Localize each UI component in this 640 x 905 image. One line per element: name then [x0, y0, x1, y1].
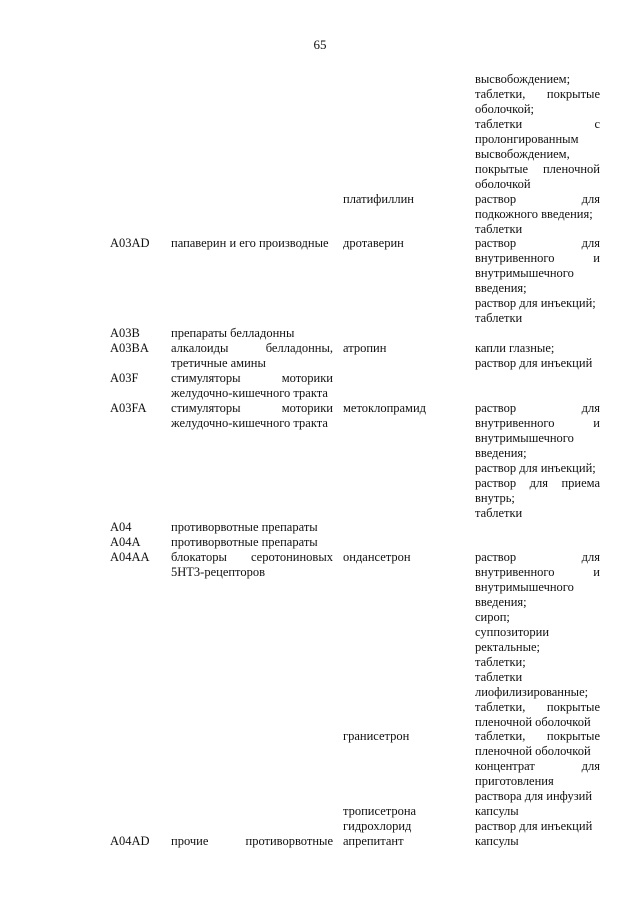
form-word: для — [581, 236, 600, 250]
group-word: серотониновых — [250, 550, 333, 564]
drug-name: апрепитант — [343, 834, 404, 848]
group-name — [171, 371, 333, 386]
dosage-form-line — [475, 401, 600, 416]
group-word: прочие — [171, 834, 209, 848]
drug-name: метоклопрамид — [343, 401, 427, 415]
atc-code: A03FA — [110, 401, 147, 415]
dosage-form-line: введения; — [475, 281, 527, 295]
dosage-form-line: внутримышечного — [475, 266, 574, 280]
dosage-form-line: таблетки; — [475, 655, 526, 669]
group-name: папаверин и его производные — [171, 236, 329, 250]
dosage-form-line — [475, 565, 600, 580]
dosage-form-line: пленочной оболочкой — [475, 744, 591, 758]
dosage-form-line: лиофилизированные; — [475, 685, 589, 699]
group-word: алкалоиды — [171, 341, 229, 355]
dosage-form-line: высвобождением; — [475, 72, 571, 86]
group-name: желудочно-кишечного тракта — [171, 386, 328, 400]
group-word: моторики — [281, 371, 333, 385]
group-word: блокаторы — [171, 550, 227, 564]
group-name — [171, 550, 333, 565]
group-name — [171, 401, 333, 416]
dosage-form-line — [475, 729, 600, 744]
atc-code: A03BA — [110, 341, 149, 355]
dosage-form-line — [475, 236, 600, 251]
dosage-form-line: таблетки — [475, 670, 523, 684]
form-word: таблетки — [475, 117, 523, 131]
form-word: для — [581, 550, 600, 564]
atc-code: A04AA — [110, 550, 150, 564]
dosage-form-line — [475, 162, 600, 177]
group-word: противорвотные — [245, 834, 333, 848]
drug-name: гранисетрон — [343, 729, 410, 743]
form-word: для — [581, 192, 600, 206]
form-word: таблетки, — [475, 700, 526, 714]
dosage-form-line: ректальные; — [475, 640, 541, 654]
group-name: третичные амины — [171, 356, 266, 370]
dosage-form-line — [475, 192, 600, 207]
form-word: внутривенного — [475, 565, 555, 579]
dosage-form-line: раствор для инъекций — [475, 356, 593, 370]
form-word: и — [593, 251, 600, 265]
page-number: 65 — [313, 37, 327, 52]
group-name — [171, 834, 333, 849]
dosage-form-line: таблетки — [475, 311, 523, 325]
dosage-form-line — [475, 251, 600, 266]
group-name — [171, 341, 333, 356]
form-word: покрытые — [475, 162, 529, 176]
atc-code: A04A — [110, 535, 141, 549]
group-word: моторики — [281, 401, 333, 415]
form-word: и — [593, 565, 600, 579]
dosage-form-line — [475, 87, 600, 102]
dosage-form-line: введения; — [475, 595, 527, 609]
drug-name: атропин — [343, 341, 387, 355]
atc-code: A03F — [110, 371, 139, 385]
dosage-form-line: капсулы — [475, 804, 519, 818]
dosage-form-line: суппозитории — [475, 625, 550, 639]
dosage-form-line — [475, 416, 600, 431]
group-word: стимуляторы — [171, 371, 241, 385]
form-word: покрытые — [546, 729, 600, 743]
group-name: желудочно-кишечного тракта — [171, 416, 328, 430]
form-word: таблетки, — [475, 729, 526, 743]
dosage-form-line: таблетки — [475, 506, 523, 520]
form-word: раствор — [475, 550, 517, 564]
group-word: стимуляторы — [171, 401, 241, 415]
dosage-form-line: внутрь; — [475, 491, 515, 505]
dosage-form-line: раствор для инъекций — [475, 819, 593, 833]
form-word: для — [581, 759, 600, 773]
form-word: с — [594, 117, 600, 131]
dosage-form-line: внутримышечного — [475, 431, 574, 445]
form-word: раствор — [475, 476, 517, 490]
atc-code: A03B — [110, 326, 140, 340]
dosage-form-line: приготовления — [475, 774, 554, 788]
dosage-form-line: пленочной оболочкой — [475, 715, 591, 729]
dosage-form-line — [475, 117, 600, 132]
dosage-form-line: оболочкой — [475, 177, 531, 191]
form-word: для — [529, 476, 548, 490]
dosage-form-line: сироп; — [475, 610, 510, 624]
form-word: раствор — [475, 401, 517, 415]
form-word: покрытые — [546, 87, 600, 101]
dosage-form-line: подкожного введения; — [475, 207, 593, 221]
dosage-form-line: капсулы — [475, 834, 519, 848]
group-name: 5HT3-рецепторов — [171, 565, 266, 579]
form-word: внутривенного — [475, 416, 555, 430]
form-word: концентрат — [475, 759, 535, 773]
group-name: противорвотные препараты — [171, 520, 318, 534]
dosage-form-line: введения; — [475, 446, 527, 460]
dosage-form-line — [475, 550, 600, 565]
dosage-form-line: пролонгированным — [475, 132, 579, 146]
dosage-form-line: раствор для инъекций; — [475, 461, 596, 475]
dosage-form-line — [475, 476, 600, 491]
form-word: таблетки, — [475, 87, 526, 101]
atc-code: A04 — [110, 520, 132, 534]
form-word: покрытые — [546, 700, 600, 714]
dosage-form-line: оболочкой; — [475, 102, 534, 116]
dosage-form-line: раствор для инъекций; — [475, 296, 596, 310]
drug-name: ондансетрон — [343, 550, 411, 564]
drug-name: дротаверин — [343, 236, 404, 250]
form-word: и — [593, 416, 600, 430]
dosage-form-line: внутримышечного — [475, 580, 574, 594]
atc-code: A03AD — [110, 236, 150, 250]
drug-name: платифиллин — [343, 192, 414, 206]
drug-name: трописетрона — [343, 804, 417, 818]
atc-code: A04AD — [110, 834, 150, 848]
form-word: раствор — [475, 236, 517, 250]
form-word: для — [581, 401, 600, 415]
form-word: раствор — [475, 192, 517, 206]
drug-name: гидрохлорид — [343, 819, 412, 833]
form-word: приема — [561, 476, 600, 490]
dosage-form-line: капли глазные; — [475, 341, 555, 355]
dosage-form-line: раствора для инфузий — [475, 789, 593, 803]
dosage-form-line: таблетки — [475, 222, 523, 236]
dosage-form-line — [475, 759, 600, 774]
group-name: препараты белладонны — [171, 326, 295, 340]
group-name: противорвотные препараты — [171, 535, 318, 549]
dosage-form-line — [475, 700, 600, 715]
form-word: внутривенного — [475, 251, 555, 265]
form-word: пленочной — [542, 162, 600, 176]
group-word: белладонны, — [265, 341, 333, 355]
dosage-form-line: высвобождением, — [475, 147, 570, 161]
